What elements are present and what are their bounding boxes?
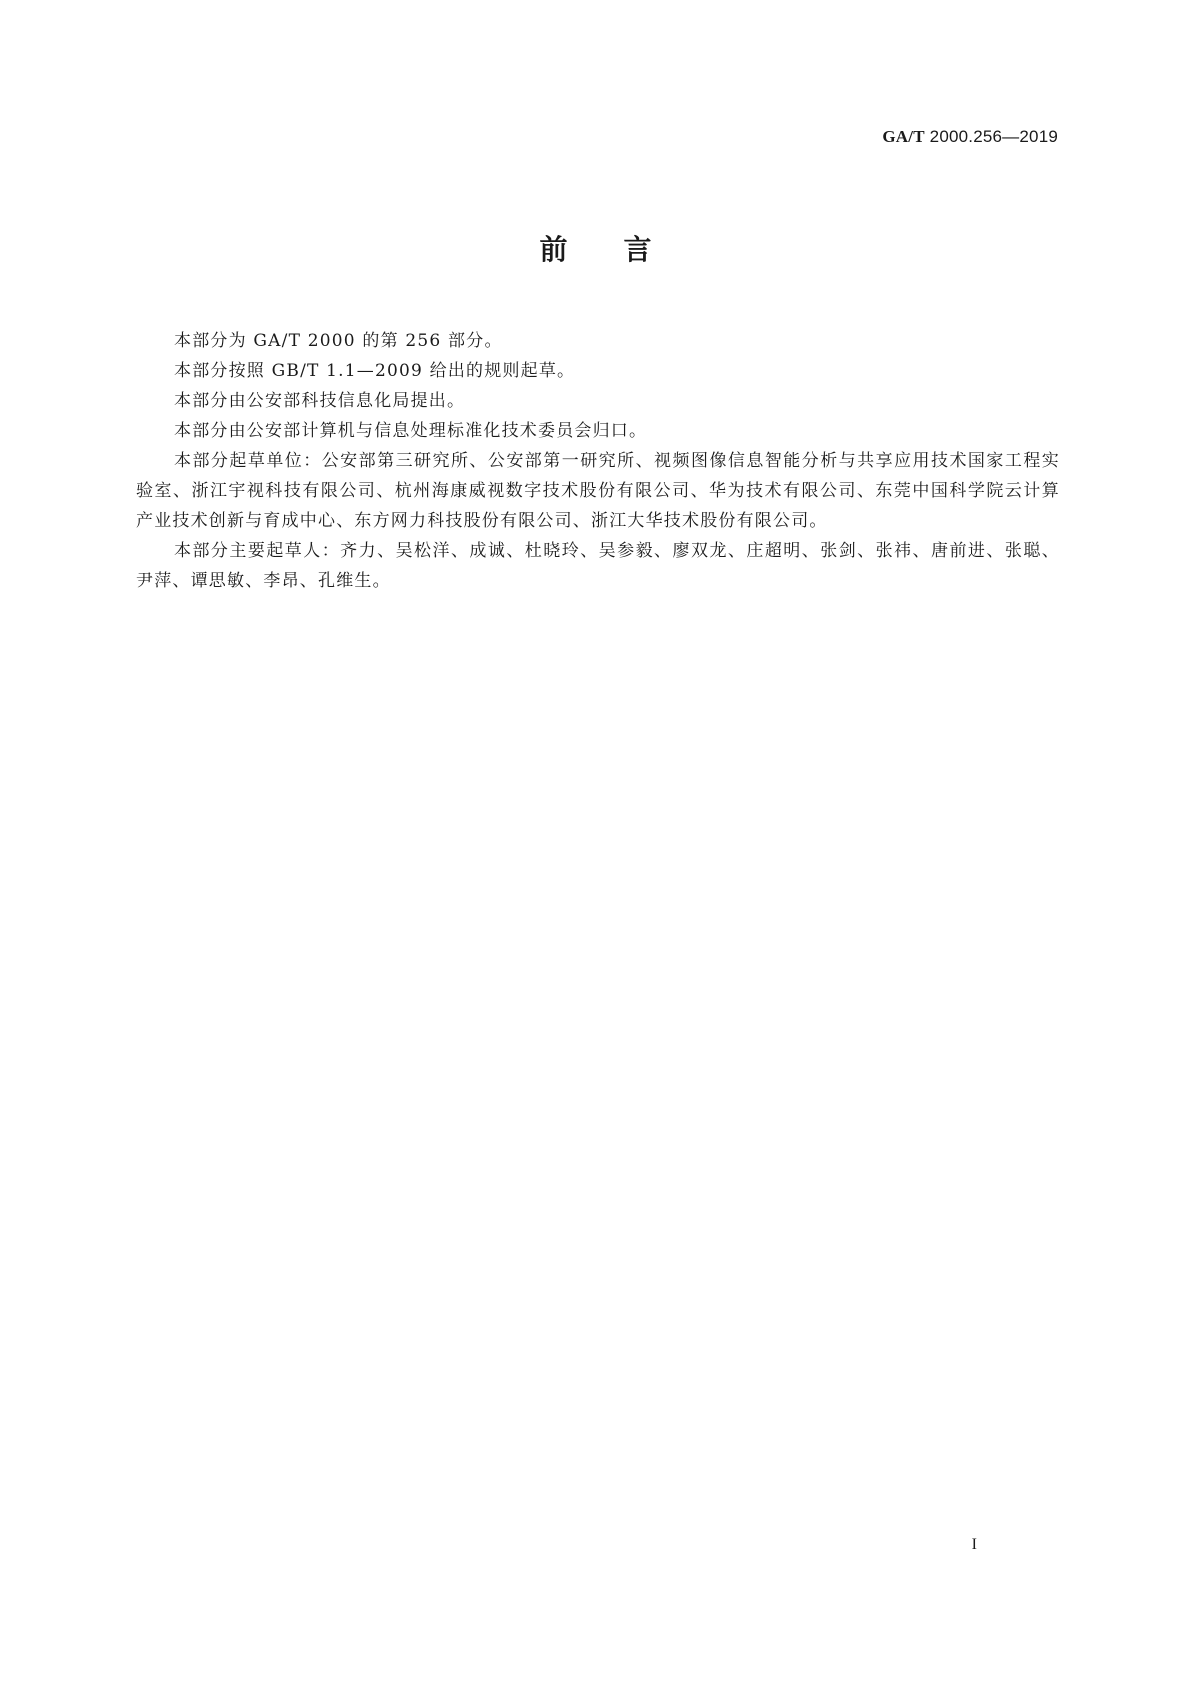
paragraph-part-statement: 本部分为 GA/T 2000 的第 256 部分。 <box>174 331 503 351</box>
paragraph-drafting-rules: 本部分按照 GB/T 1.1—2009 给出的规则起草。 <box>174 361 576 381</box>
foreword-body <box>136 326 1060 596</box>
standard-code: 2000.256—2019 <box>924 127 1058 146</box>
paragraph-administrator: 本部分由公安部计算机与信息处理标准化技术委员会归口。 <box>174 421 648 441</box>
page-number: I <box>971 1536 977 1553</box>
paragraph-drafting-units: 本部分起草单位：公安部第三研究所、公安部第一研究所、视频图像信息智能分析与共享应用技术国家工程实验室、浙江宇视科技有限公司、杭州海康威视数字技术股份有限公司、华为技术有限公司、东莞中国科学院云计算产业技术创新与育成中心、东方网力科技股份有限公司、浙江大华技术股份有限公司。 <box>136 451 1060 531</box>
standard-prefix: GA/T <box>882 127 925 146</box>
standard-number-header <box>882 127 1058 147</box>
title-char-2: 言 <box>623 233 652 266</box>
paragraph-drafters: 本部分主要起草人：齐力、吴松洋、成诚、杜晓玲、吴参毅、廖双龙、庄超明、张剑、张祎、唐前进、张聪、尹萍、谭思敏、李昂、孔维生。 <box>136 541 1060 591</box>
paragraph-proposer: 本部分由公安部科技信息化局提出。 <box>174 391 466 411</box>
page-title <box>0 228 1191 268</box>
title-char-1: 前 <box>539 233 568 266</box>
